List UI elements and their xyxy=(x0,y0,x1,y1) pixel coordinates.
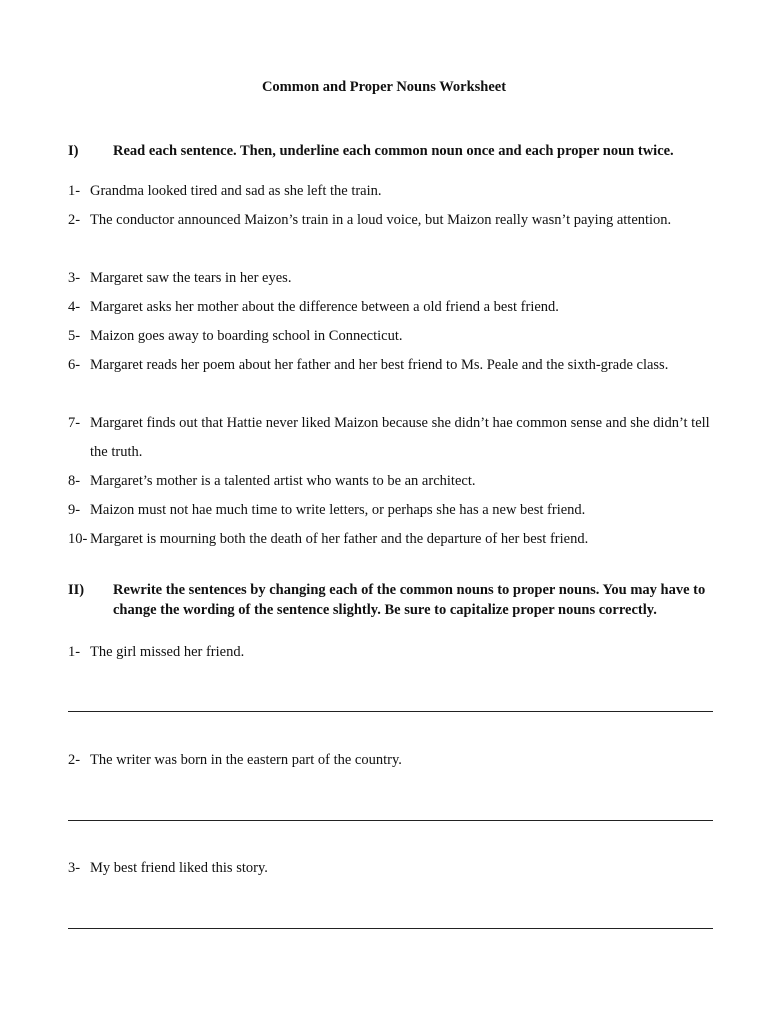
list-item xyxy=(68,525,728,554)
list-item xyxy=(68,264,728,293)
item-number: 10- xyxy=(68,531,88,547)
item-text: Margaret’s mother is a talented artist who wants to be an architect. xyxy=(90,473,476,489)
item-number: 6- xyxy=(68,357,81,373)
answer-line[interactable] xyxy=(68,928,713,929)
item-text: Margaret is mourning both the death of her father and the departure of her best friend. xyxy=(90,531,589,547)
list-item xyxy=(68,206,728,235)
item-number: 1- xyxy=(68,644,81,660)
item-text: My best friend liked this story. xyxy=(90,860,268,876)
section-2-numeral: II) xyxy=(68,582,85,598)
item-number: 1- xyxy=(68,183,81,199)
item-text: Margaret saw the tears in her eyes. xyxy=(90,270,292,286)
item-number: 5- xyxy=(68,328,81,344)
list-item xyxy=(68,293,728,322)
item-number: 2- xyxy=(68,752,81,768)
list-item xyxy=(68,746,728,775)
item-text: Grandma looked tired and sad as she left the train. xyxy=(90,183,382,199)
item-text: Margaret reads her poem about her father and her best friend to Ms. Peale and the sixth-grade class. xyxy=(90,357,669,373)
item-text: Margaret asks her mother about the difference between a old friend a best friend. xyxy=(90,299,559,315)
answer-line[interactable] xyxy=(68,711,713,712)
list-item xyxy=(68,177,728,206)
section-1-numeral: I) xyxy=(68,143,79,159)
item-text: Maizon goes away to boarding school in Connecticut. xyxy=(90,328,403,344)
section-1-instruction: Read each sentence. Then, underline each common noun once and each proper noun twice. xyxy=(113,143,674,159)
list-item xyxy=(68,322,728,351)
item-text: The girl missed her friend. xyxy=(90,644,245,660)
answer-line[interactable] xyxy=(68,820,713,821)
list-item xyxy=(68,854,728,883)
item-number: 3- xyxy=(68,270,81,286)
item-number: 3- xyxy=(68,860,81,876)
list-item xyxy=(68,638,728,667)
list-item xyxy=(68,409,728,467)
item-number: 9- xyxy=(68,502,81,518)
item-text: The conductor announced Maizon’s train in a loud voice, but Maizon really wasn’t paying attention. xyxy=(90,212,672,228)
item-text: Margaret finds out that Hattie never liked Maizon because she didn’t hae common sense and she didn’t tell the truth. xyxy=(90,415,710,460)
item-text: The writer was born in the eastern part of the country. xyxy=(90,752,402,768)
section-2-instruction: Rewrite the sentences by changing each of the common nouns to proper nouns. You may have to change the wording of the sentence slightly. Be sure to capitalize proper nouns correctly. xyxy=(113,582,706,618)
page-title: Common and Proper Nouns Worksheet xyxy=(261,79,507,95)
item-number: 4- xyxy=(68,299,81,315)
list-item xyxy=(68,467,728,496)
item-number: 8- xyxy=(68,473,81,489)
list-item xyxy=(68,351,728,380)
item-text: Maizon must not hae much time to write letters, or perhaps she has a new best friend. xyxy=(90,502,586,518)
item-number: 7- xyxy=(68,415,81,431)
item-number: 2- xyxy=(68,212,81,228)
list-item xyxy=(68,496,728,525)
